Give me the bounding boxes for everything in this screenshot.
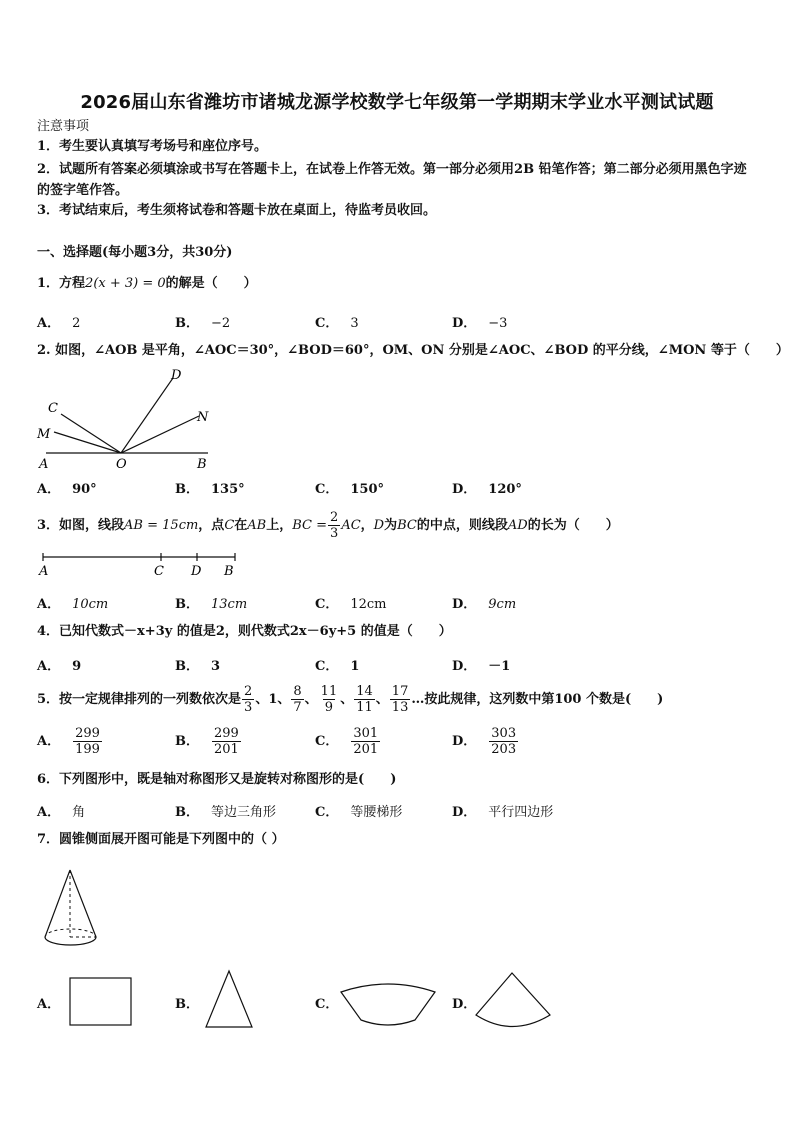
label-m: M — [37, 427, 51, 442]
question-7: 7．圆锥侧面展开图可能是下列图中的（ ） — [37, 832, 285, 847]
q6-option-a[interactable]: A． 角 — [37, 805, 86, 820]
q3-segment-figure — [36, 548, 246, 580]
page-title: 2026届山东省潍坊市诸城龙源学校数学七年级第一学期期末学业水平测试试题 — [80, 92, 714, 113]
annular-sector-shape[interactable] — [338, 982, 438, 1028]
sector-shape[interactable] — [472, 970, 554, 1032]
cone-figure — [40, 866, 102, 950]
q1-option-d[interactable]: D． −3 — [452, 316, 508, 331]
q5-options — [37, 724, 759, 764]
section-heading: 一、选择题(每小题3分，共30分) — [37, 245, 233, 260]
q3-option-b[interactable]: B． 13cm — [175, 597, 248, 612]
q4-options — [37, 655, 759, 675]
label-d: D — [191, 564, 202, 579]
q1-option-a[interactable]: A． 2 — [37, 316, 81, 331]
q2-option-c[interactable]: C． 150° — [315, 482, 384, 497]
label-o: O — [116, 457, 127, 472]
q3-options — [37, 593, 759, 613]
label-a: A — [39, 457, 49, 472]
question-4: 4．已知代数式－x+3y 的值是2，则代数式2x－6y+5 的值是（ ） — [37, 624, 452, 639]
label-a: A — [39, 564, 49, 579]
q7-option-a[interactable]: A． — [37, 997, 61, 1012]
question-1: 1．方程2(x + 3) = 0的解是（ ） — [37, 276, 257, 291]
triangle-shape[interactable] — [203, 968, 255, 1030]
label-d: D — [171, 368, 182, 383]
q6-option-c[interactable]: C． 等腰梯形 — [315, 805, 403, 820]
q2-angle-figure — [30, 364, 220, 472]
q6-option-d[interactable]: D． 平行四边形 — [452, 805, 554, 820]
q1-options — [37, 312, 759, 332]
label-c: C — [154, 564, 164, 579]
question-6: 6．下列图形中，既是轴对称图形又是旋转对称图形的是( ) — [37, 772, 397, 787]
label-n: N — [197, 410, 209, 425]
q6-option-b[interactable]: B． 等边三角形 — [175, 805, 277, 820]
notice-item-3: 3．考试结束后，考生须将试卷和答题卡放在桌面上，待监考员收回。 — [37, 203, 437, 218]
q3-option-d[interactable]: D． 9cm — [452, 597, 517, 612]
q3-fraction: $\frac{2}{3}$ — [330, 510, 339, 541]
q4-option-b[interactable]: B． 3 — [175, 659, 221, 674]
q5-option-c[interactable]: C． $\frac{301}{201}$ — [315, 726, 379, 757]
q6-options — [37, 801, 759, 821]
q5-option-d[interactable]: D． $\frac{303}{203}$ — [452, 726, 517, 757]
q1-option-b[interactable]: B． −2 — [175, 316, 231, 331]
q3-option-c[interactable]: C． 12cm — [315, 597, 387, 612]
label-b: B — [197, 457, 207, 472]
q5-option-b[interactable]: B． $\frac{299}{201}$ — [175, 726, 239, 757]
notice-heading: 注意事项 — [37, 119, 90, 134]
q4-option-a[interactable]: A． 9 — [37, 659, 82, 674]
question-3: 3．如图，线段AB = 15cm，点C在AB上，BC = $\frac{2}{3}$ AC，D为BC的中点，则线段AD的长为（ ） — [37, 510, 619, 541]
q2-options — [37, 478, 759, 498]
q4-option-d[interactable]: D． －1 — [452, 659, 511, 674]
q2-option-b[interactable]: B． 135° — [175, 482, 245, 497]
q2-option-a[interactable]: A． 90° — [37, 482, 97, 497]
q7-option-c[interactable]: C． — [315, 997, 339, 1012]
notice-item-2: 2．试题所有答案必须填涂或书写在答题卡上，在试卷上作答无效。第一部分必须用2B 铅笔作答；第二部分必须用黑色字迹的签字笔作答。 — [37, 162, 747, 198]
label-b: B — [224, 564, 234, 579]
label-c: C — [48, 401, 58, 416]
rectangle-shape[interactable] — [68, 976, 134, 1028]
q1-option-c[interactable]: C． 3 — [315, 316, 359, 331]
q7-option-d[interactable]: D． — [452, 997, 477, 1012]
q4-option-c[interactable]: C． 1 — [315, 659, 360, 674]
question-2: 2. 如图，∠AOB 是平角，∠AOC＝30°，∠BOD＝60°，OM、ON 分别是∠AOC、∠BOD 的平分线，∠MON 等于（ ） — [37, 343, 789, 358]
q2-option-d[interactable]: D． 120° — [452, 482, 522, 497]
notice-item-1: 1．考生要认真填写考场号和座位序号。 — [37, 139, 268, 154]
q1-equation: 2(x + 3) = 0 — [85, 276, 166, 291]
q5-option-a[interactable]: A． $\frac{299}{199}$ — [37, 726, 100, 757]
question-5: 5．按一定规律排列的一列数依次是 $\frac{2}{3}$ 、1、 $\frac{8}{7}$ 、 $\frac{11}{9}$ 、 $\frac{14}{11}$ 、 $\frac{17}{13}$ …按此规律，这列数中第100 个数是( ) — [37, 684, 664, 715]
q7-option-b[interactable]: B． — [175, 997, 199, 1012]
q3-option-a[interactable]: A． 10cm — [37, 597, 109, 612]
